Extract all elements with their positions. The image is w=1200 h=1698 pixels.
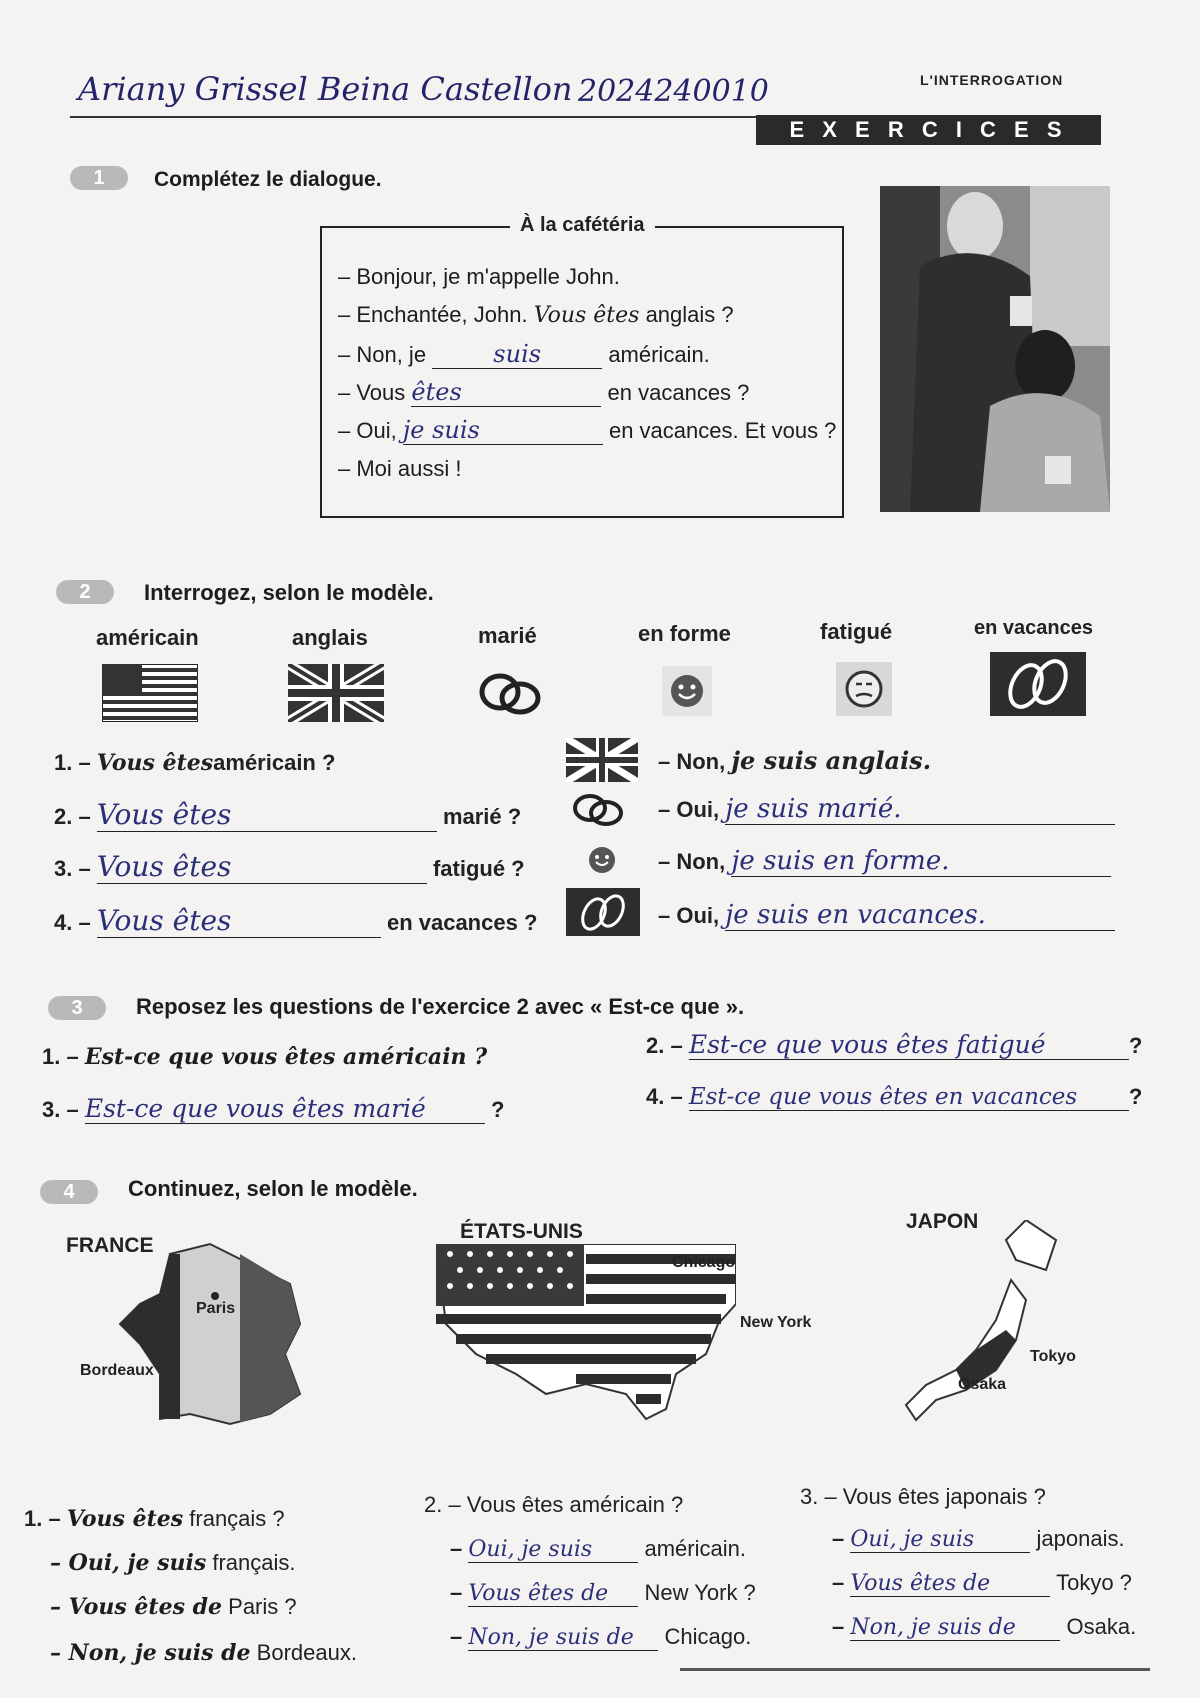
dialogue-line-3-text: – Non, je (338, 342, 427, 367)
dialogue-line-5-text: – Oui, (338, 418, 397, 443)
ex4-col2-answer-3[interactable]: Non, je suis de (468, 1625, 658, 1651)
ex2-item-3-number: 3. – (54, 856, 91, 881)
ex3-q3-answer[interactable]: Est-ce que vous êtes marié (85, 1094, 485, 1124)
ex2-answer-4-handwritten[interactable]: je suis en vacances. (725, 900, 1115, 931)
ex2-answer-1-model: je suis anglais. (731, 746, 932, 775)
ex4-col2-print-1: américain. (644, 1536, 746, 1561)
cat-anglais: anglais (292, 625, 368, 650)
uk-flag-small-icon (566, 738, 638, 782)
ex4-col1-l2-print: français. (212, 1550, 296, 1575)
us-flag-icon (102, 664, 198, 722)
japan-map-icon (896, 1220, 1076, 1430)
ex4-col1-line2 (50, 1550, 296, 1576)
rings-small-icon (568, 786, 630, 832)
ex4-col2-print-3: Chicago. (664, 1624, 752, 1649)
ex4-col3-print-2: Tokyo ? (1056, 1570, 1132, 1595)
ex4-col1-l3-print: Paris ? (228, 1594, 297, 1619)
ex3-q2-end: ? (1128, 1033, 1143, 1058)
ex4-col1-l4-italic: – Non, je suis de (50, 1640, 251, 1666)
ex3-question-3 (42, 1094, 504, 1124)
ex3-q1-model: Est-ce que vous êtes américain ? (84, 1044, 488, 1070)
ex4-col3-print-1: japonais. (1036, 1526, 1125, 1551)
sandals-icon (990, 652, 1086, 716)
dialogue-line-5 (338, 416, 836, 445)
ex3-q4-number: 4. – (646, 1084, 683, 1109)
ex3-question-4 (646, 1084, 1142, 1111)
ex4-col2-line3: – Non, je suis de Chicago. (450, 1624, 752, 1650)
happy-face-icon (662, 666, 712, 716)
ex2-answer-2-prefix: – Oui, (658, 797, 720, 822)
ex3-q2-number: 2. – (646, 1033, 683, 1058)
city-paris: Paris (196, 1300, 236, 1317)
ex4-col1-l1-print: français ? (189, 1506, 285, 1531)
rings-icon (476, 664, 546, 722)
exercise-3-instruction: Reposez les questions de l'exercice 2 avec « Est-ce que ». (136, 994, 745, 1019)
ex2-item-2-answer[interactable]: Vous êtes (97, 798, 437, 832)
ex2-item-3 (54, 850, 525, 884)
ex2-answer-4 (658, 900, 1115, 931)
ex2-answer-3 (658, 846, 1111, 877)
dialogue-line-2-end: anglais ? (639, 302, 734, 327)
dialogue-line-3 (338, 340, 710, 369)
ex3-q1-number: 1. – (42, 1044, 79, 1069)
city-new-york: New York (740, 1314, 812, 1331)
ex2-item-4 (54, 904, 537, 938)
dialogue-line-2-italic: Vous êtes (533, 303, 640, 328)
ex3-q3-end: ? (490, 1097, 505, 1122)
ex3-q3-number: 3. – (42, 1097, 79, 1122)
ex4-col1-line1 (24, 1506, 285, 1532)
exercise-1-badge: 1 (70, 166, 128, 190)
dialogue-answer-2[interactable]: êtes (411, 378, 601, 407)
ex2-answer-2-handwritten[interactable]: je suis marié. (725, 794, 1115, 825)
ex4-col3-print-3: Osaka. (1066, 1614, 1137, 1639)
ex2-item-1 (54, 750, 335, 776)
exercise-2-instruction: Interrogez, selon le modèle. (144, 580, 434, 605)
ex2-item-1-number: 1. – (54, 750, 91, 775)
ex2-answer-2 (658, 794, 1115, 825)
cat-marie: marié (478, 623, 537, 648)
sandals-small-icon (566, 888, 640, 936)
map-usa-title: ÉTATS-UNIS (460, 1220, 583, 1243)
city-chicago: Chicago (672, 1254, 736, 1271)
ex2-item-1-question: américain ? (213, 750, 336, 775)
dialogue-line-1-text: – Bonjour, je m'appelle John. (338, 264, 620, 289)
photo-illustration (880, 186, 1110, 512)
ex4-col3-line2: – Vous êtes de Tokyo ? (832, 1570, 1132, 1596)
banner-text: E X E R C I C E S (789, 117, 1068, 142)
cat-americain: américain (96, 625, 199, 650)
dialogue-line-5-end: en vacances. Et vous ? (608, 418, 837, 443)
dialogue-box (320, 214, 844, 518)
ex4-col3-head: 3. – Vous êtes japonais ? (800, 1484, 1046, 1509)
dialogue-line-4 (338, 378, 749, 407)
student-id: 2024240010 (578, 74, 769, 109)
ex2-item-3-answer[interactable]: Vous êtes (97, 850, 427, 884)
exercise-3-badge: 3 (48, 996, 106, 1020)
dialogue-line-6 (338, 456, 462, 482)
ex4-col3-answer-1[interactable]: Oui, je suis (850, 1527, 1030, 1553)
cat-en-forme: en forme (638, 621, 731, 646)
ex3-q4-answer[interactable]: Est-ce que vous êtes en vacances (689, 1084, 1129, 1111)
section-tag: L'INTERROGATION (920, 72, 1064, 88)
exercices-banner (756, 115, 1101, 145)
ex4-col1-l3-italic: – Vous êtes de (50, 1594, 223, 1620)
dialogue-line-1 (338, 264, 620, 290)
ex4-col1-line4 (50, 1640, 357, 1666)
map-france-title: FRANCE (66, 1234, 154, 1257)
france-map-icon (100, 1234, 320, 1434)
ex4-col1-l4-print: Bordeaux. (256, 1640, 357, 1665)
exercise-1-instruction: Complétez le dialogue. (154, 168, 382, 191)
ex4-col2-print-2: New York ? (644, 1580, 756, 1605)
dialogue-line-6-text: – Moi aussi ! (338, 456, 462, 481)
student-name: Ariany Grissel Beina Castellon (78, 70, 573, 108)
ex3-q2-answer[interactable]: Est-ce que vous êtes fatigué (689, 1030, 1129, 1060)
ex4-col2-answer-2[interactable]: Vous êtes de (468, 1581, 638, 1607)
ex3-q4-end: ? (1128, 1084, 1143, 1109)
dialogue-line-4-end: en vacances ? (607, 380, 750, 405)
ex2-item-4-number: 4. – (54, 910, 91, 935)
ex2-item-2 (54, 798, 521, 832)
dialogue-answer-1[interactable]: suis (432, 340, 602, 369)
ex3-question-2 (646, 1030, 1142, 1060)
cat-en-vacances: en vacances (974, 617, 1093, 639)
dialogue-title: À la cafétéria (510, 214, 655, 237)
ex2-answer-3-handwritten[interactable]: je suis en forme. (731, 846, 1111, 877)
dialogue-line-2 (338, 302, 734, 328)
ex4-col3-answer-2[interactable]: Vous êtes de (850, 1571, 1050, 1597)
ex2-item-2-number: 2. – (54, 804, 91, 829)
ex4-col3-answer-3[interactable]: Non, je suis de (850, 1615, 1060, 1641)
exercise-4-instruction: Continuez, selon le modèle. (128, 1176, 418, 1201)
bottom-rule (680, 1668, 1150, 1671)
ex2-item-3-question: fatigué ? (432, 856, 525, 881)
map-japan-title: JAPON (906, 1210, 979, 1233)
ex4-col1-line3 (50, 1594, 297, 1620)
ex4-col3-line1: – Oui, je suis japonais. (832, 1526, 1125, 1552)
ex2-item-4-answer[interactable]: Vous êtes (97, 904, 381, 938)
ex2-answer-3-prefix: – Non, (658, 849, 726, 874)
ex4-col2-line2: – Vous êtes de New York ? (450, 1580, 756, 1606)
ex4-col1-l1-italic: Vous êtes (66, 1506, 184, 1532)
ex4-col3-line3: – Non, je suis de Osaka. (832, 1614, 1137, 1640)
ex2-answer-1-prefix: – Non, (658, 749, 726, 774)
dialogue-line-2-text: – Enchantée, John. (338, 302, 534, 327)
city-tokyo: Tokyo (1030, 1348, 1076, 1365)
ex2-item-4-question: en vacances ? (386, 910, 538, 935)
city-bordeaux: Bordeaux (80, 1362, 154, 1379)
ex4-col2-line1: – Oui, je suis américain. (450, 1536, 746, 1562)
cafeteria-photo (880, 186, 1110, 512)
cat-fatigue: fatigué (820, 619, 893, 644)
ex2-answer-1 (658, 746, 931, 775)
ex2-item-1-italic: Vous êtes (96, 750, 214, 776)
uk-flag-icon (288, 664, 384, 722)
ex4-col2-head: 2. – Vous êtes américain ? (424, 1492, 684, 1517)
ex2-item-2-question: marié ? (442, 804, 522, 829)
dialogue-line-4-text: – Vous (338, 380, 406, 405)
ex4-col1-l2-italic: – Oui, je suis (50, 1550, 207, 1576)
tired-face-icon (836, 662, 892, 716)
dialogue-answer-3[interactable]: je suis (403, 416, 603, 445)
city-osaka: Osaka (958, 1376, 1007, 1393)
exercise-4-badge: 4 (40, 1180, 98, 1204)
ex2-answer-4-prefix: – Oui, (658, 903, 720, 928)
dialogue-line-3-end: américain. (608, 342, 710, 367)
happy-face-small-icon (584, 842, 620, 878)
ex4-col1-number: 1. – (24, 1506, 61, 1531)
ex4-col2-answer-1[interactable]: Oui, je suis (468, 1537, 638, 1563)
exercise-2-badge: 2 (56, 580, 114, 604)
ex3-question-1 (42, 1044, 487, 1070)
